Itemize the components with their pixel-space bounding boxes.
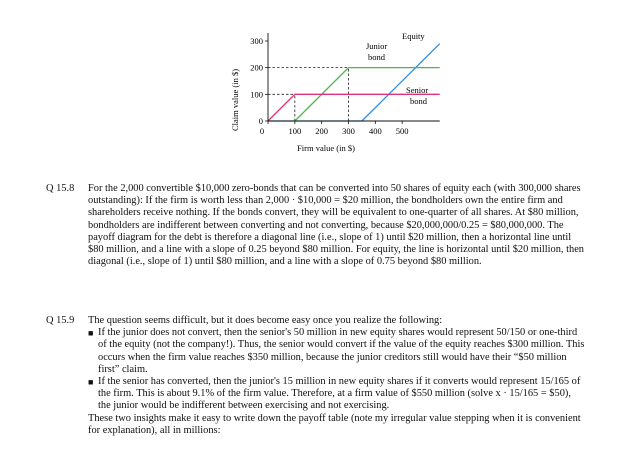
x-tick-label: 0: [259, 126, 265, 136]
question-number: Q 15.8: [46, 183, 75, 194]
equity-line: [268, 44, 440, 121]
x-tick-label: 100: [288, 126, 302, 136]
legend-junior-line2: bond: [368, 52, 385, 62]
bullet-list: [88, 327, 586, 412]
legend-junior-line1: Junior: [366, 41, 388, 51]
y-tick-label: 100: [250, 89, 263, 100]
y-tick-label: 0: [258, 116, 263, 126]
question-15-9: [46, 315, 586, 437]
bullet-item: ■ If the senior has converted, then the junior's 15 million in new equity shares if it converts would represent 15/165 of the firm. This is about 9.1% of the firm value. Therefore, at a firm value of $550 million (solve x · 15/165 = $50), the junior would be indifferent between exercising and not exercising.: [88, 376, 581, 412]
x-tick-label: 200: [315, 126, 329, 136]
question-number: Q 15.9: [46, 315, 75, 326]
y-tick-label: 200: [250, 62, 263, 73]
legend-equity: Equity: [402, 31, 425, 41]
bullet-square-icon: ■: [88, 377, 94, 388]
y-axis-label: Claim value (in $): [230, 68, 240, 132]
answer-intro: The question seems difficult, but it does become easy once you realize the following:: [88, 315, 443, 326]
question-15-8: [46, 183, 586, 268]
x-tick-label: 500: [395, 126, 409, 136]
bullet-item: ■ If the junior does not convert, then the senior's 50 million in new equity shares would represent 50/150 or one-third of the equity (not the company!). Thus, the senior would convert if the value of the equity reaches $300 million. This occurs when the firm value reaches $350 million, because the junior creditors still would have their “$50 million first” claim.: [88, 327, 585, 375]
x-tick-label: 300: [342, 126, 355, 136]
legend-senior-line1: Senior: [406, 85, 429, 95]
y-tick-label: 300: [250, 35, 263, 46]
x-axis-label: Firm value (in $): [297, 143, 355, 153]
bullet-square-icon: ■: [88, 328, 94, 339]
legend-senior-line2: bond: [410, 96, 427, 106]
payoff-chart: [222, 16, 452, 168]
x-tick-label: 400: [368, 126, 382, 136]
answer-outro: These two insights make it easy to write down the payoff table (note my irregular value stepping when it is convenient for explanation), all in millions:: [88, 412, 581, 436]
answer-text: For the 2,000 convertible $10,000 zero-bonds that can be converted into 50 shares of equity each (with 300,000 shares outstanding): If the firm is worth less than 2,000 · $10,000 = $20 million, the bondholders own the entire firm and shareholders receive nothing. If the bonds convert, they will be equivalent to one-quarter of all shares. At $80 million, bondholders are indifferent between converting and not converting, because $20,000,000/0.25 = $80,000,000. The payoff diagram for the debt is therefore a diagonal line (i.e., slope of 1) until $20 million, then a horizontal line until $80 million, and a line with a slope of 0.25 beyond $80 million. For equity, the line is horizontal until $20 million, then diagonal (i.e., slope of 1) until $80 million, and a line with a slope of 0.75 beyond $80 million.: [88, 183, 584, 268]
